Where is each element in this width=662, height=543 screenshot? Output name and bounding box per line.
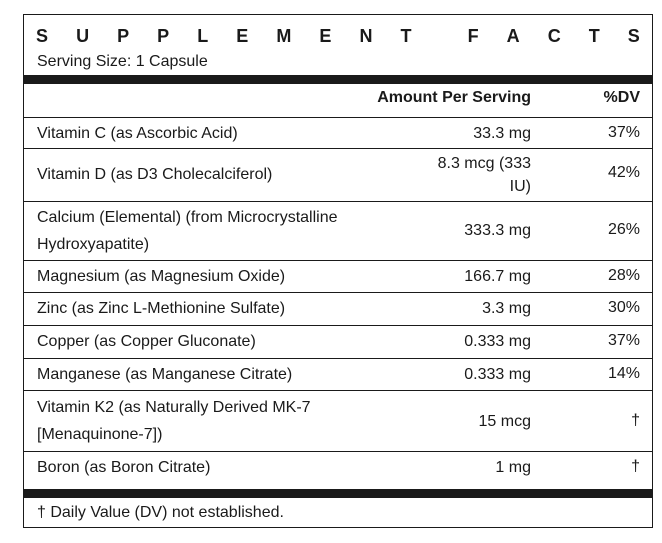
nutrient-dv: 14% [607, 365, 640, 382]
nutrient-row [24, 149, 652, 202]
nutrient-dv: 26% [607, 221, 640, 238]
title-letter: C [547, 25, 561, 46]
nutrient-amount: 15 mcg [478, 413, 531, 430]
nutrient-row [24, 452, 652, 486]
serving-size: Serving Size: 1 Capsule [37, 53, 208, 70]
title-letter: L [197, 25, 209, 46]
nutrient-dv: 28% [607, 267, 640, 284]
nutrient-name: Vitamin D (as D3 Cholecalciferol) [37, 166, 273, 183]
panel-title [36, 23, 640, 49]
nutrient-row [24, 202, 652, 261]
nutrient-dv: 30% [607, 299, 640, 316]
nutrient-name: Zinc (as Zinc L-Methionine Sulfate) [37, 300, 286, 317]
nutrient-table [24, 118, 652, 486]
nutrient-row [24, 326, 652, 359]
nutrient-name: Calcium (Elemental) (from Microcrystalline Hydroxyapatite) [37, 209, 338, 253]
nutrient-name: Boron (as Boron Citrate) [37, 459, 211, 476]
nutrient-amount: 33.3 mg [473, 125, 531, 142]
nutrient-dv: † [631, 412, 640, 429]
title-letter: T [588, 25, 600, 46]
nutrient-row [24, 261, 652, 293]
title-letter: P [117, 25, 130, 46]
nutrient-name: Manganese (as Manganese Citrate) [37, 366, 293, 383]
title-letter: F [467, 25, 479, 46]
thick-divider [24, 489, 652, 498]
column-headers [24, 84, 652, 118]
supplement-facts-panel [23, 14, 653, 528]
title-letter: E [236, 25, 249, 46]
nutrient-dv: 37% [607, 124, 640, 141]
nutrient-name: Copper (as Copper Gluconate) [37, 333, 256, 350]
nutrient-dv: 37% [607, 332, 640, 349]
nutrient-dv: † [631, 458, 640, 475]
amount-header: Amount Per Serving [377, 89, 531, 106]
nutrient-row [24, 391, 652, 452]
title-letter: T [400, 25, 412, 46]
title-letter: A [506, 25, 520, 46]
nutrient-amount: 0.333 mg [464, 333, 531, 350]
title-letter: S [36, 25, 49, 46]
nutrient-amount: 1 mg [495, 459, 531, 476]
nutrient-amount: 3.3 mg [482, 300, 531, 317]
title-letter: P [157, 25, 170, 46]
nutrient-row [24, 359, 652, 391]
nutrient-name: Vitamin C (as Ascorbic Acid) [37, 125, 238, 142]
dv-header: %DV [603, 89, 640, 106]
nutrient-amount: 333.3 mg [464, 222, 531, 239]
nutrient-row [24, 293, 652, 326]
nutrient-amount: 8.3 mcg (333 IU) [437, 155, 531, 195]
nutrient-name: Vitamin K2 (as Naturally Derived MK-7 [Menaquinone-7]) [37, 399, 311, 443]
nutrient-name: Magnesium (as Magnesium Oxide) [37, 268, 286, 285]
thick-divider [24, 75, 652, 84]
title-letter: E [319, 25, 332, 46]
nutrient-row [24, 118, 652, 149]
footnote: † Daily Value (DV) not established. [37, 504, 284, 521]
nutrient-amount: 0.333 mg [464, 366, 531, 383]
title-letter: S [627, 25, 640, 46]
title-letter: M [276, 25, 292, 46]
nutrient-amount: 166.7 mg [464, 268, 531, 285]
nutrient-dv: 42% [607, 164, 640, 181]
title-letter: N [359, 25, 373, 46]
title-letter: U [76, 25, 90, 46]
